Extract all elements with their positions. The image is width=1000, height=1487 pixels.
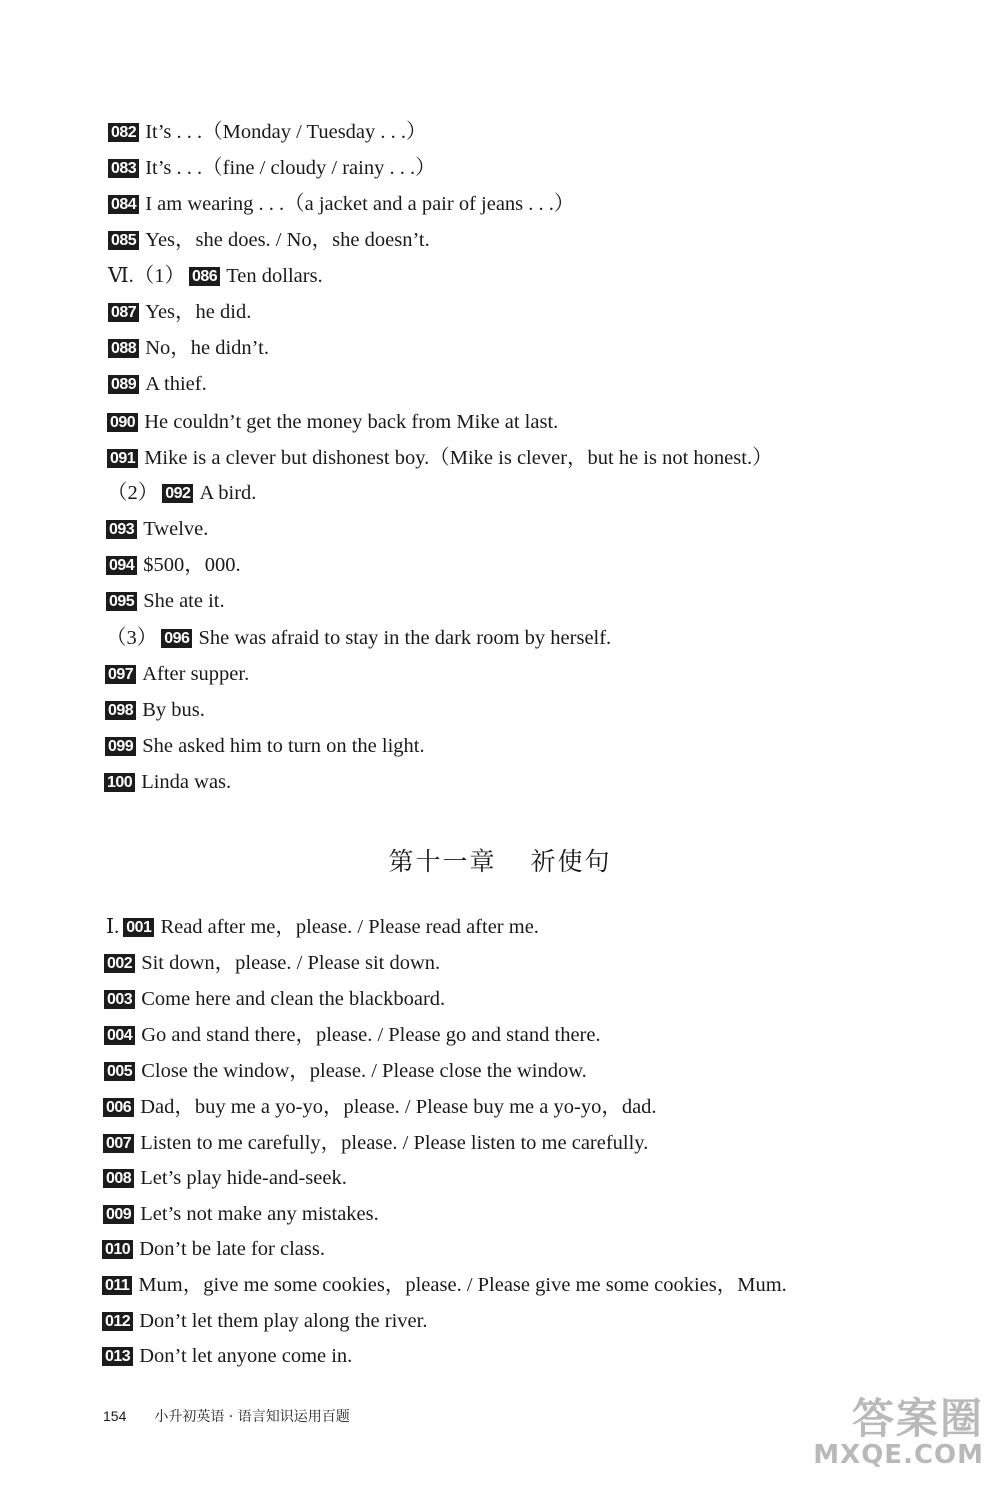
answer-text: A bird. <box>199 482 257 504</box>
item-number-badge: 009 <box>103 1205 134 1224</box>
item-number-badge: 099 <box>105 737 136 756</box>
answer-line <box>104 767 231 797</box>
item-number-badge: 012 <box>102 1312 133 1331</box>
answer-text: A thief. <box>145 373 207 395</box>
answer-text: $500，000. <box>143 554 241 576</box>
answer-line <box>106 623 611 653</box>
answer-text: By bus. <box>142 699 205 721</box>
answer-line <box>106 514 208 544</box>
item-number-badge: 086 <box>189 267 220 286</box>
item-number-badge: 090 <box>107 413 138 432</box>
item-number-badge: 085 <box>108 231 139 250</box>
answer-line <box>103 1128 648 1158</box>
item-number-badge: 095 <box>106 592 137 611</box>
site-watermark <box>788 1380 988 1480</box>
item-prefix: Ⅰ. <box>106 916 120 938</box>
answer-text: It’s . . .（Monday / Tuesday . . .） <box>145 121 427 143</box>
item-number-badge: 083 <box>108 159 139 178</box>
book-title: 小升初英语 · 语言知识运用百题 <box>154 1409 350 1425</box>
item-prefix: Ⅵ.（1） <box>108 265 185 287</box>
answer-line <box>108 261 323 291</box>
answer-text: Ten dollars. <box>226 265 323 287</box>
answer-text: Linda was. <box>141 771 232 793</box>
item-number-badge: 007 <box>103 1134 134 1153</box>
watermark-url: MXQE.COM <box>813 1440 984 1470</box>
item-number-badge: 082 <box>108 123 139 142</box>
item-number-badge: 013 <box>102 1347 133 1366</box>
item-number-badge: 097 <box>105 665 136 684</box>
answer-line <box>104 1056 587 1086</box>
item-prefix: （3） <box>106 627 158 649</box>
answer-text: No，he didn’t. <box>145 337 269 359</box>
answer-text: It’s . . .（fine / cloudy / rainy . . .） <box>145 157 436 179</box>
item-number-badge: 092 <box>162 484 193 503</box>
answer-line <box>103 1163 347 1193</box>
answer-line <box>105 731 425 761</box>
answer-line <box>104 948 440 978</box>
answer-line <box>105 695 205 725</box>
page-footer <box>103 1406 350 1426</box>
item-number-badge: 093 <box>106 520 137 539</box>
chapter-heading <box>0 842 1000 878</box>
answer-line <box>103 1092 657 1122</box>
item-number-badge: 002 <box>104 954 135 973</box>
item-number-badge: 006 <box>103 1098 134 1117</box>
answer-text: Mum，give me some cookies，please. / Please give me some cookies，Mum. <box>138 1274 787 1296</box>
answer-line <box>108 189 574 219</box>
answer-line <box>107 478 256 508</box>
item-number-badge: 004 <box>104 1026 135 1045</box>
item-number-badge: 091 <box>107 449 138 468</box>
item-number-badge: 088 <box>108 339 139 358</box>
item-number-badge: 087 <box>108 303 139 322</box>
answer-text: She ate it. <box>143 590 225 612</box>
item-number-badge: 001 <box>123 918 154 937</box>
answer-text: Let’s play hide-and-seek. <box>140 1167 347 1189</box>
answer-line <box>108 153 436 183</box>
answer-text: I am wearing . . .（a jacket and a pair of jeans . . .） <box>145 193 575 215</box>
answer-line <box>108 369 207 399</box>
item-prefix: （2） <box>107 482 159 504</box>
item-number-badge: 008 <box>103 1169 134 1188</box>
answer-text: Don’t let them play along the river. <box>139 1310 428 1332</box>
answer-line <box>106 912 539 942</box>
answer-text: Read after me，please. / Please read after me. <box>160 916 539 938</box>
item-number-badge: 010 <box>102 1240 133 1259</box>
answer-text: She asked him to turn on the light. <box>142 735 425 757</box>
answer-line <box>107 443 773 473</box>
item-number-badge: 096 <box>161 629 192 648</box>
answer-text: Don’t let anyone come in. <box>139 1345 353 1367</box>
answer-text: Twelve. <box>143 518 209 540</box>
answer-text: Don’t be late for class. <box>139 1238 325 1260</box>
answer-text: She was afraid to stay in the dark room by herself. <box>198 627 612 649</box>
answer-line <box>108 225 430 255</box>
answer-line <box>103 1199 379 1229</box>
item-number-badge: 089 <box>108 375 139 394</box>
answer-text: Listen to me carefully，please. / Please listen to me carefully. <box>140 1132 649 1154</box>
answer-line <box>107 407 558 437</box>
answer-line <box>102 1234 325 1264</box>
watermark-logo: 答案圈 <box>851 1394 984 1443</box>
answer-text: Let’s not make any mistakes. <box>140 1203 379 1225</box>
answer-text: Close the window，please. / Please close the window. <box>141 1060 587 1082</box>
answer-text: Come here and clean the blackboard. <box>141 988 446 1010</box>
answer-text: After supper. <box>142 663 250 685</box>
chapter-label: 第十一章 <box>388 847 497 876</box>
answer-text: Dad，buy me a yo-yo，please. / Please buy me a yo-yo，dad. <box>140 1096 657 1118</box>
chapter-name: 祈使句 <box>530 847 612 876</box>
item-number-badge: 100 <box>104 773 135 792</box>
answer-line <box>108 333 269 363</box>
answer-line <box>104 1020 601 1050</box>
answer-line <box>108 297 251 327</box>
answer-text: Yes，she does. / No，she doesn’t. <box>145 229 430 251</box>
answer-text: He couldn’t get the money back from Mike at last. <box>144 411 559 433</box>
answer-line <box>102 1341 352 1371</box>
item-number-badge: 011 <box>102 1276 132 1295</box>
item-number-badge: 094 <box>106 556 137 575</box>
item-number-badge: 005 <box>104 1062 135 1081</box>
answer-line <box>106 586 225 616</box>
answer-line <box>102 1270 787 1300</box>
item-number-badge: 003 <box>104 990 135 1009</box>
page-number: 154 <box>103 1408 127 1424</box>
answer-text: Sit down，please. / Please sit down. <box>141 952 441 974</box>
answer-line <box>104 984 445 1014</box>
answer-line <box>108 117 427 147</box>
answer-line <box>102 1306 427 1336</box>
item-number-badge: 098 <box>105 701 136 720</box>
answer-text: Go and stand there，please. / Please go and stand there. <box>141 1024 601 1046</box>
item-number-badge: 084 <box>108 195 139 214</box>
answer-text: Mike is a clever but dishonest boy.（Mike is clever，but he is not honest.） <box>144 447 773 469</box>
answer-text: Yes，he did. <box>145 301 252 323</box>
answer-line <box>106 550 241 580</box>
answer-line <box>105 659 249 689</box>
